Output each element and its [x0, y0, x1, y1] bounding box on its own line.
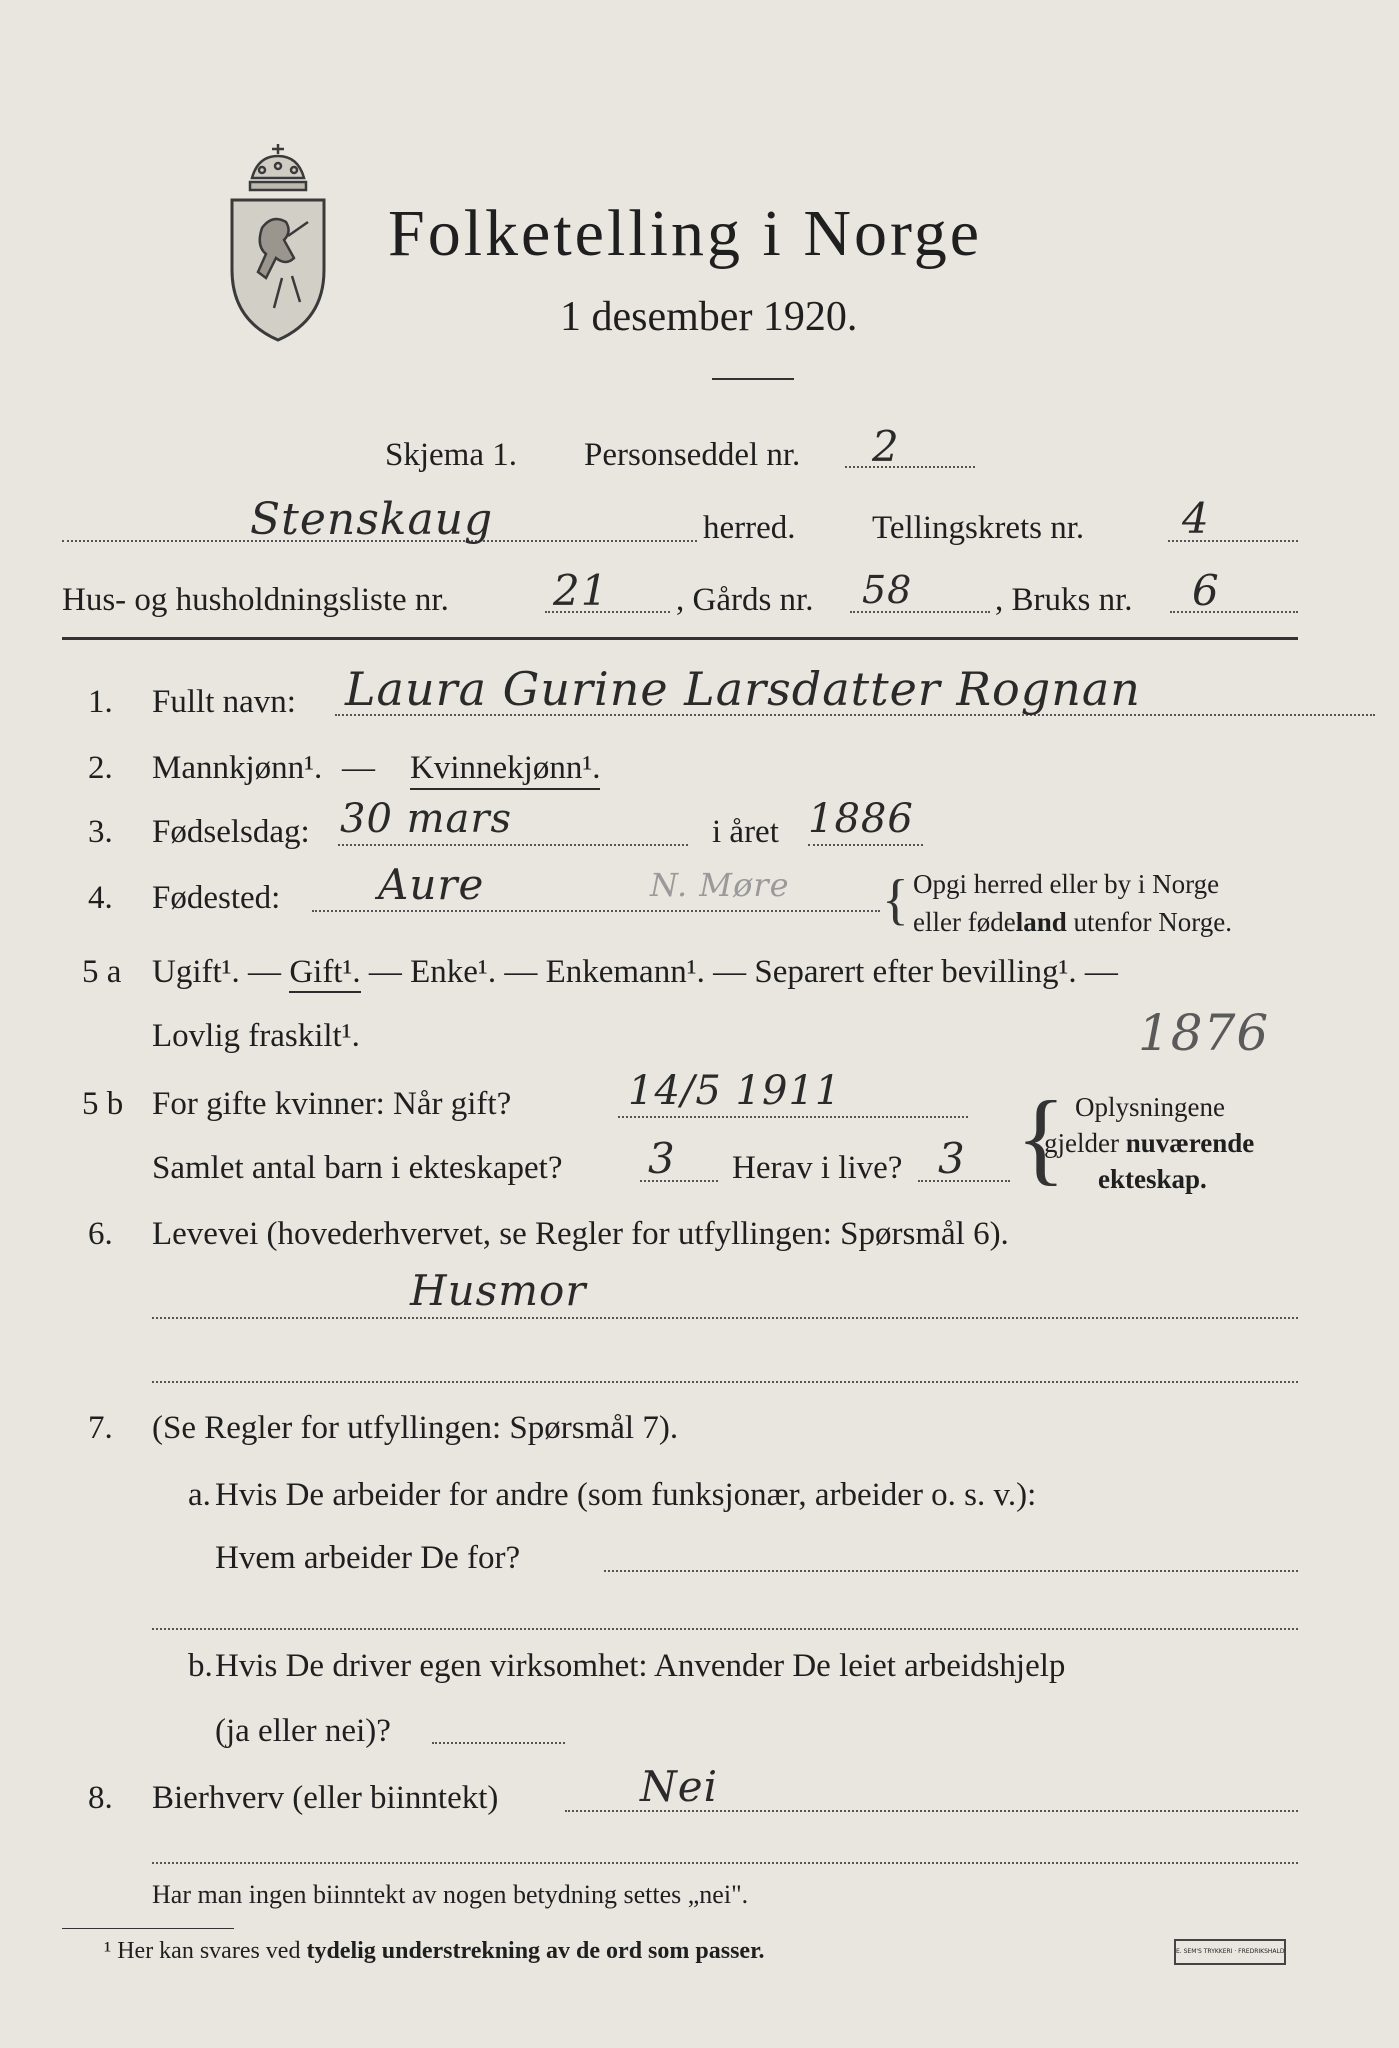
marriage-date-field[interactable]: 14/5 1911 [628, 1068, 842, 1114]
children-label: Samlet antal barn i ekteskapet? [152, 1150, 563, 1186]
married-when-label: For gifte kvinner: Når gift? [152, 1086, 512, 1122]
q4-label: Fødested: [152, 880, 281, 916]
q6-label: Levevei (hovederhvervet, se Regler for utfyllingen: Spørsmål 6). [152, 1216, 1009, 1252]
skjema-label: Skjema 1. [385, 437, 517, 473]
male-option[interactable]: Mannkjønn¹. [152, 750, 323, 786]
margin-year-note: 1876 [1138, 1004, 1270, 1062]
employer-field[interactable] [604, 1570, 1298, 1572]
q3-label: Fødselsdag: [152, 814, 310, 850]
q2-dash: — [342, 750, 375, 786]
page-title: Folketelling i Norge [388, 197, 983, 270]
bruks-field[interactable]: 6 [1192, 566, 1220, 615]
occupation-field[interactable]: Husmor [410, 1266, 587, 1315]
q7a-text: Hvis De arbeider for andre (som funksjonær, arbeider o. s. v.): [215, 1477, 1037, 1513]
q5a-number: 5 a [82, 954, 122, 990]
q4-hint-line1: Opgi herred eller by i Norge [913, 869, 1220, 899]
coat-of-arms-icon [222, 138, 334, 343]
q7b-number: b. [188, 1648, 213, 1684]
q4-brace: { [882, 869, 909, 931]
q2-number: 2. [88, 750, 113, 786]
full-name-field[interactable]: Laura Gurine Larsdatter Rognan [345, 662, 1141, 716]
q5b-note-line1: Oplysningene [1075, 1092, 1225, 1122]
other-status-options[interactable]: — Enke¹. — Enkemann¹. — Separert efter bevilling¹. — [368, 954, 1118, 990]
q5b-number: 5 b [82, 1086, 124, 1122]
husliste-field[interactable]: 21 [553, 566, 609, 615]
q7a-number: a. [188, 1477, 211, 1513]
q7-number: 7. [88, 1410, 113, 1446]
census-date: 1 desember 1920. [560, 294, 858, 340]
married-option[interactable]: Gift¹. [289, 954, 360, 993]
q8-label: Bierhverv (eller biinntekt) [152, 1780, 499, 1816]
birthdate-field[interactable]: 30 mars [340, 796, 513, 842]
gards-label: , Gårds nr. [676, 582, 814, 618]
gards-field[interactable]: 58 [862, 568, 913, 612]
birthplace-note: N. Møre [650, 866, 790, 904]
alive-field[interactable]: 3 [938, 1134, 966, 1183]
q7b-text: Hvis De driver egen virksomhet: Anvender De leiet arbeidshjelp [215, 1648, 1066, 1684]
husliste-label: Hus- og husholdningsliste nr. [62, 582, 449, 618]
birthplace-field[interactable]: Aure [378, 860, 485, 909]
q7a-question: Hvem arbeider De for? [215, 1540, 521, 1576]
q7b-question: (ja eller nei)? [215, 1713, 391, 1749]
hired-help-field[interactable] [432, 1742, 565, 1744]
children-field[interactable]: 3 [648, 1134, 676, 1183]
birth-year-field[interactable]: 1886 [808, 796, 914, 842]
q1-number: 1. [88, 684, 113, 720]
title-divider [712, 378, 794, 380]
q4-hint-line2: eller fødeland utenfor Norge. [913, 907, 1232, 937]
alive-label: Herav i live? [732, 1150, 903, 1186]
tellingskrets-label: Tellingskrets nr. [872, 510, 1085, 546]
header-rule [62, 637, 1298, 640]
herred-label: herred. [703, 510, 796, 546]
female-option[interactable]: Kvinnekjønn¹. [410, 750, 600, 790]
q6-number: 6. [88, 1216, 113, 1252]
q5b-note-line2: gjelder nuværende [1044, 1128, 1255, 1158]
year-label: i året [712, 814, 779, 850]
footnote-rule [62, 1928, 234, 1929]
herred-field[interactable]: Stenskaug [250, 494, 494, 545]
marital-status-line1 [152, 954, 1118, 991]
unmarried-option[interactable]: Ugift¹. — [152, 954, 282, 990]
q7-label: (Se Regler for utfyllingen: Spørsmål 7). [152, 1410, 679, 1446]
personseddel-field[interactable]: 2 [872, 422, 900, 471]
q4-number: 4. [88, 880, 113, 916]
footer-note: Har man ingen biinntekt av nogen betydning settes „nei". [152, 1880, 749, 1909]
q8-number: 8. [88, 1780, 113, 1816]
q1-label: Fullt navn: [152, 684, 296, 720]
printer-stamp: E. SEM'S TRYKKERI · FREDRIKSHALD [1174, 1939, 1286, 1965]
personseddel-label: Personseddel nr. [584, 437, 801, 473]
q3-number: 3. [88, 814, 113, 850]
q5b-note-line3: ekteskap. [1098, 1164, 1207, 1194]
q5b-brace: { [1016, 1080, 1066, 1195]
bruks-label: , Bruks nr. [995, 582, 1133, 618]
tellingskrets-field[interactable]: 4 [1182, 494, 1210, 543]
side-income-field[interactable]: Nei [640, 1762, 719, 1811]
footnote: ¹ Her kan svares ved tydelig understrekning av de ord som passer. [104, 1938, 765, 1964]
divorced-option[interactable]: Lovlig fraskilt¹. [152, 1018, 360, 1054]
